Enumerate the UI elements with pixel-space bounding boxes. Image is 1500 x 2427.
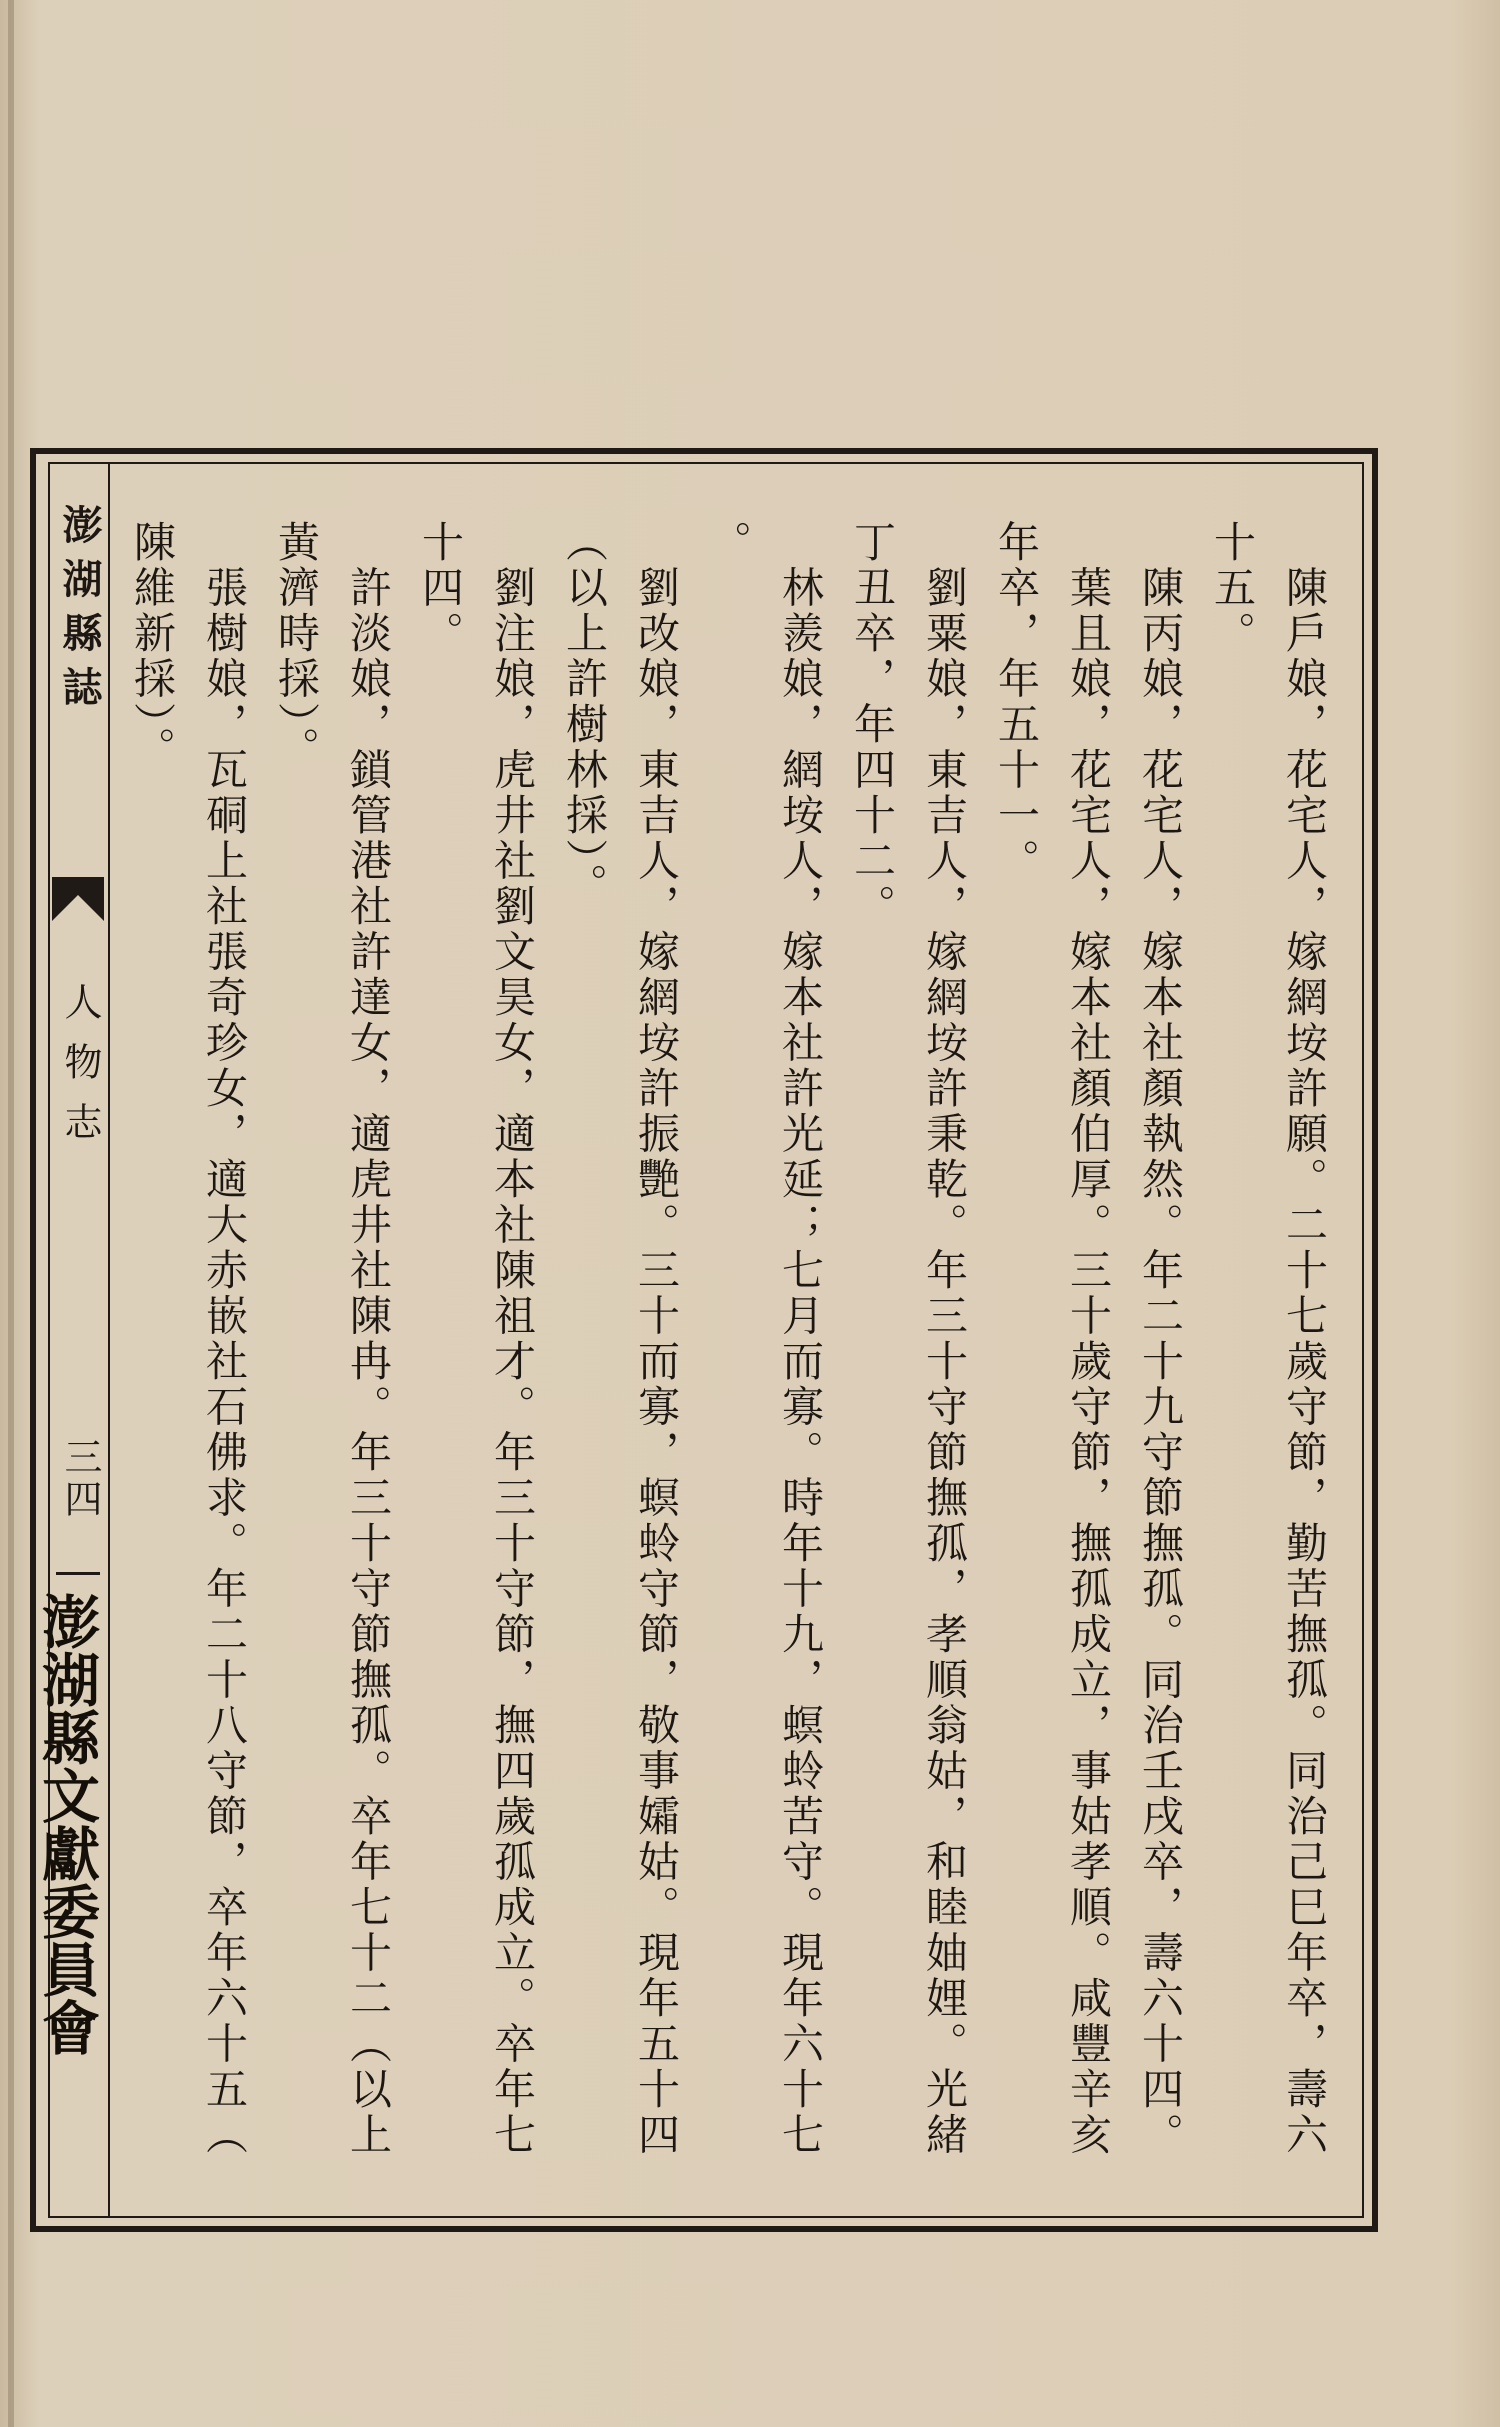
text-column: 葉且娘，花宅人，嫁本社顏伯厚。三十歲守節，撫孤成立，事姑孝順。咸豐辛亥 — [1064, 520, 1113, 2158]
text-column: 年卒，年五十一。 — [992, 520, 1041, 884]
text-column: 十四。 — [416, 520, 465, 657]
text-column: 林羨娘，網垵人，嫁本社許光延；七月而寡。時年十九，螟蛉苦守。現年六十七 — [776, 520, 825, 2158]
text-column: 陳丙娘，花宅人，嫁本社顏執然。年二十九守節撫孤。同治壬戌卒，壽六十四。 — [1136, 520, 1185, 2158]
text-column: 十五。 — [1208, 520, 1257, 657]
text-column: 張樹娘，瓦硐上社張奇珍女，適大赤嵌社石佛求。年二十八守節，卒年六十五（ — [200, 520, 249, 2158]
section-title: 人物志 — [58, 982, 102, 1162]
gutter-rule — [56, 1572, 100, 1575]
publisher-name: 澎湖縣文獻委員會 — [32, 1592, 100, 2056]
text-column: 陳戶娘，花宅人，嫁網垵許願。二十七歲守節，勤苦撫孤。同治己巳年卒，壽六 — [1280, 520, 1329, 2158]
text-column: 劉改娘，東吉人，嫁網垵許振艷。三十而寡，螟蛉守節，敬事孀姑。現年五十四 — [632, 520, 681, 2158]
text-column: 劉粟娘，東吉人，嫁網垵許秉乾。年三十守節撫孤，孝順翁姑，和睦妯娌。光緒 — [920, 520, 969, 2158]
page-number: 三四 — [58, 1437, 102, 1521]
text-column: 劉注娘，虎井社劉文昊女，適本社陳祖才。年三十守節，撫四歲孤成立。卒年七 — [488, 520, 537, 2158]
page-gutter — [32, 462, 108, 2218]
body-text — [128, 520, 1340, 2200]
text-column: 陳維新採）。 — [128, 520, 177, 772]
text-column: 。 — [704, 520, 753, 566]
gutter-divider — [108, 462, 110, 2218]
book-title: 澎湖縣誌 — [56, 504, 103, 720]
binding-edge — [8, 0, 14, 2427]
fish-tail-icon — [52, 877, 104, 921]
text-column: 黃濟時採）。 — [272, 520, 321, 772]
text-column: （以上許樹林採）。 — [560, 520, 609, 909]
text-column: 丁丑卒，年四十二。 — [848, 520, 897, 930]
text-column: 許淡娘，鎖管港社許達女，適虎井社陳冉。年三十守節撫孤。卒年七十二（以上 — [344, 520, 393, 2158]
